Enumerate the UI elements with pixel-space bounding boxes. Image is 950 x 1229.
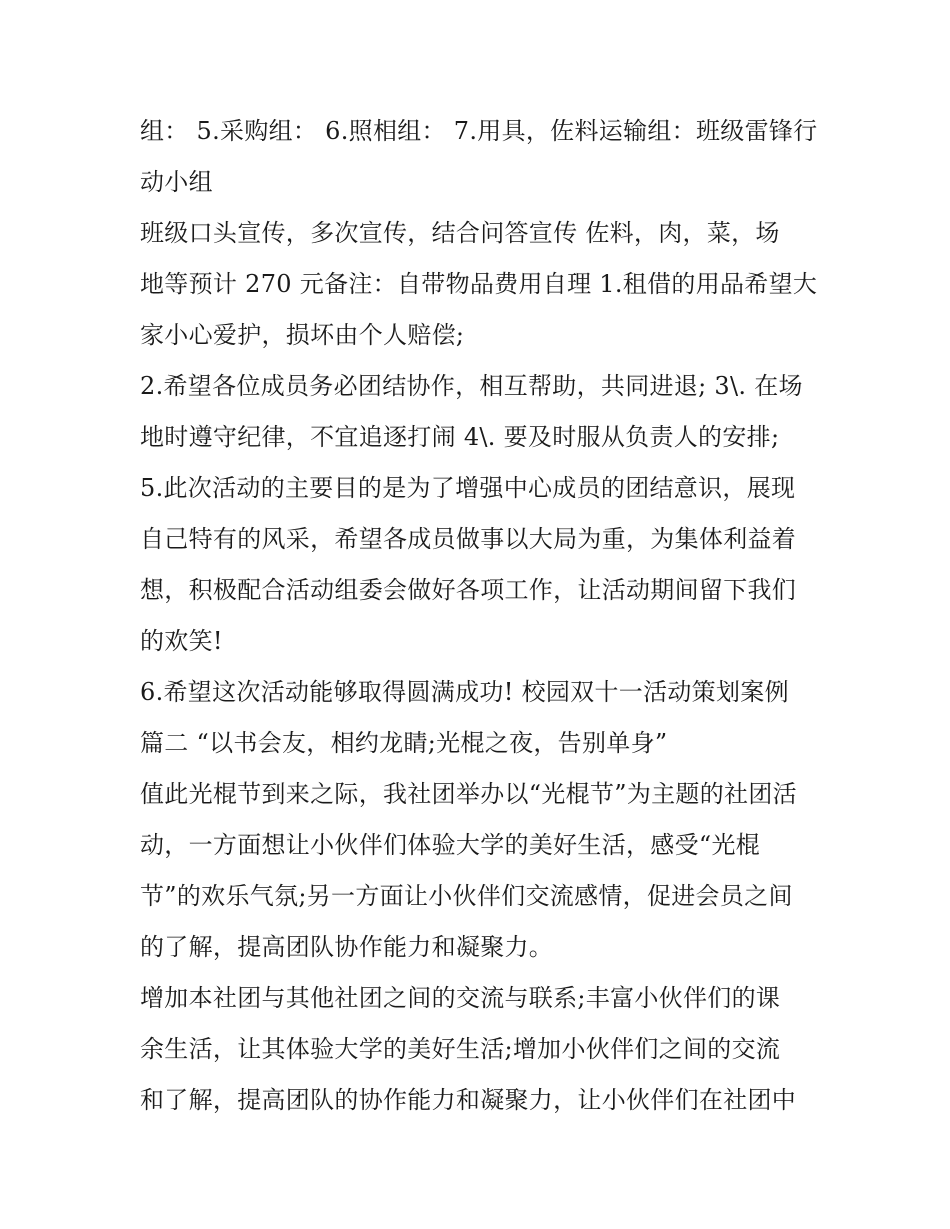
- text-line: 节”的欢乐气氛;另一方面让小伙伴们交流感情，促进会员之间: [140, 882, 793, 910]
- text-line: 组： 5.采购组： 6.照相组： 7.用具，佐料运输组：班级雷锋行: [140, 117, 818, 145]
- text-line: 值此光棍节到来之际，我社团举办以“光棍节”为主题的社团活: [140, 780, 797, 808]
- text-line: 地等预计 270 元备注：自带物品费用自理 1.租借的用品希望大: [140, 270, 818, 298]
- document-body: [140, 106, 820, 1126]
- text-line: 和了解，提高团队的协作能力和凝聚力，让小伙伴们在社团中: [140, 1086, 797, 1114]
- text-line: 动小组: [140, 168, 213, 196]
- text-line: 班级口头宣传，多次宣传，结合问答宣传 佐料，肉，菜，场: [140, 219, 780, 247]
- text-line: 的了解，提高团队协作能力和凝聚力。: [140, 933, 554, 961]
- text-line: 余生活，让其体验大学的美好生活;增加小伙伴们之间的交流: [140, 1035, 781, 1063]
- text-line: 的欢笑!: [140, 627, 223, 655]
- text-line: 5.此次活动的主要目的是为了增强中心成员的团结意识，展现: [140, 474, 796, 502]
- text-line: 地时遵守纪律，不宜追逐打闹 4\. 要及时服从负责人的安排;: [140, 423, 780, 451]
- text-line: 增加本社团与其他社团之间的交流与联系;丰富小伙伴们的课: [140, 984, 781, 1012]
- text-line: 2.希望各位成员务必团结协作，相互帮助，共同进退; 3\. 在场: [140, 372, 803, 400]
- text-line: 自己特有的风采，希望各成员做事以大局为重，为集体利益着: [140, 525, 797, 553]
- text-line: 家小心爱护，损坏由个人赔偿;: [140, 321, 465, 349]
- text-line: 想，积极配合活动组委会做好各项工作，让活动期间留下我们: [140, 576, 797, 604]
- text-line: 篇二 “以书会友，相约龙睛;光棍之夜，告别单身”: [140, 729, 668, 757]
- text-line: 6.希望这次活动能够取得圆满成功! 校园双十一活动策划案例: [140, 678, 789, 706]
- text-line: 动，一方面想让小伙伴们体验大学的美好生活，感受“光棍: [140, 831, 761, 859]
